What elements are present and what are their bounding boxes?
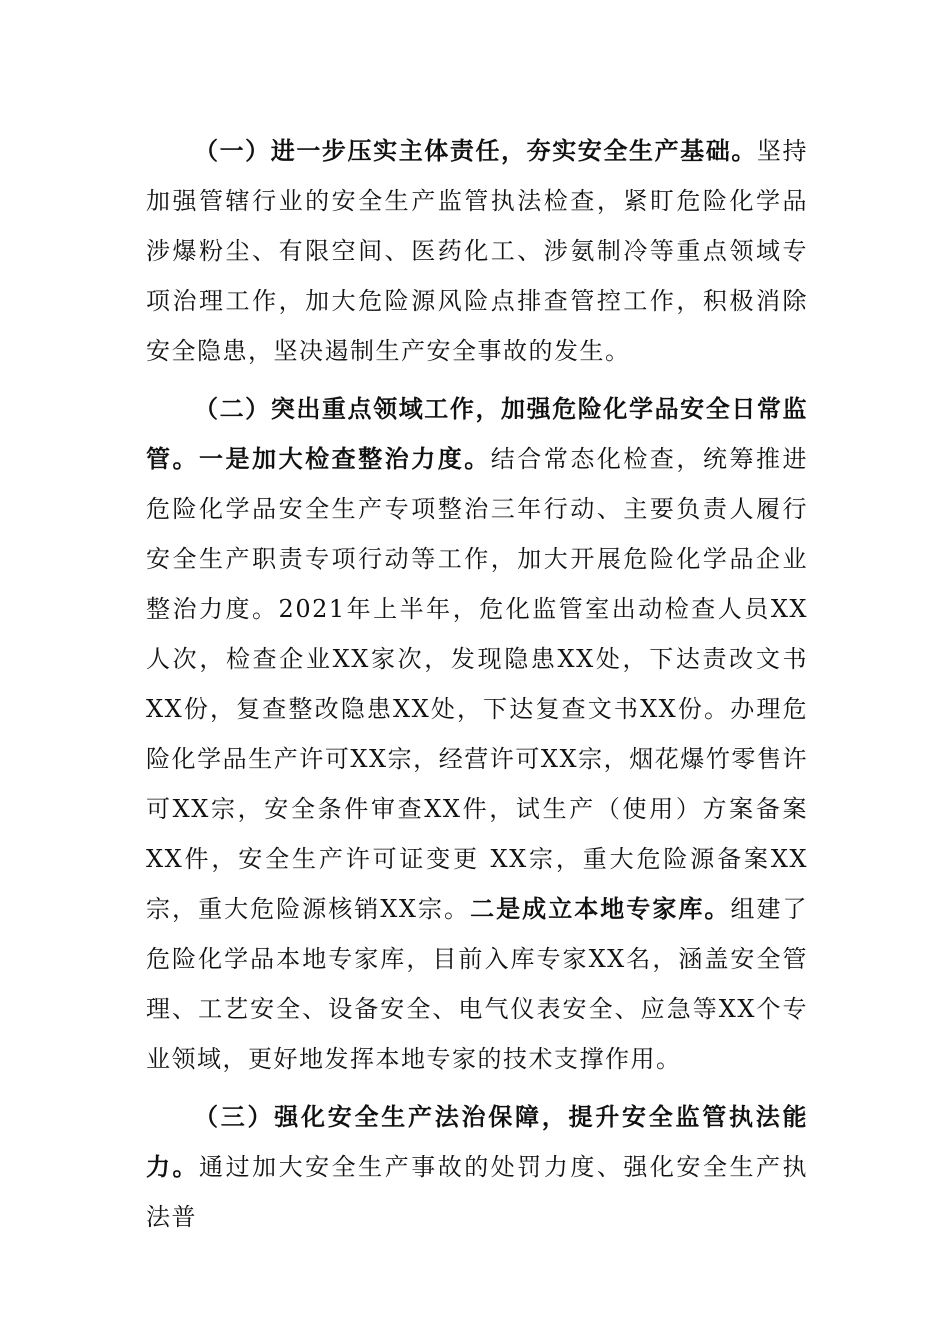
paragraph-1 bbox=[146, 126, 808, 376]
paragraph-2-text: 结合常态化检查，统筹推进危险化学品安全生产专项整治三年行动、主要负责人履行安全生产职责专项行动等工作，加大开展危险化学品企业整治力度。2021年上半年，危化监管室出动检查人员XX人次，检查企业XX家次，发现隐患XX处，下达责改文书XX份，复查整改隐患XX处，下达复查文书XX份。办理危险化学品生产许可XX宗，经营许可XX宗，烟花爆竹零售许可XX宗，安全条件审查XX件，试生产（使用）方案备案XX件，安全生产许可证变更 XX宗，重大危险源备案XX宗，重大危险源核销XX宗。 bbox=[146, 445, 809, 923]
paragraph-2-heading: （二）突出重点领域工作，加强危险化学品安全日常监管。一是加大检查整治力度。 bbox=[146, 395, 808, 473]
paragraph-2-subheading: 二是成立本地专家库。 bbox=[470, 895, 731, 923]
document-body bbox=[146, 126, 808, 1242]
paragraph-1-heading: （一）进一步压实主体责任，夯实安全生产基础。 bbox=[194, 137, 757, 165]
paragraph-3-text: 通过加大安全生产事故的处罚力度、强化安全生产执法普 bbox=[146, 1153, 809, 1231]
paragraph-2 bbox=[146, 384, 808, 1084]
paragraph-2-text-2: 组建了危险化学品本地专家库，目前入库专家XX名，涵盖安全管理、工艺安全、设备安全、电气仪表安全、应急等XX个专业领域，更好地发挥本地专家的技术支撑作用。 bbox=[146, 895, 809, 1073]
paragraph-3 bbox=[146, 1092, 808, 1242]
paragraph-1-text: 坚持加强管辖行业的安全生产监管执法检查，紧盯危险化学品涉爆粉尘、有限空间、医药化工、涉氨制冷等重点领域专项治理工作，加大危险源风险点排查管控工作，积极消除安全隐患，坚决遏制生产安全事故的发生。 bbox=[146, 137, 809, 365]
paragraph-3-heading: （三）强化安全生产法治保障，提升安全监管执法能力。 bbox=[146, 1103, 808, 1181]
